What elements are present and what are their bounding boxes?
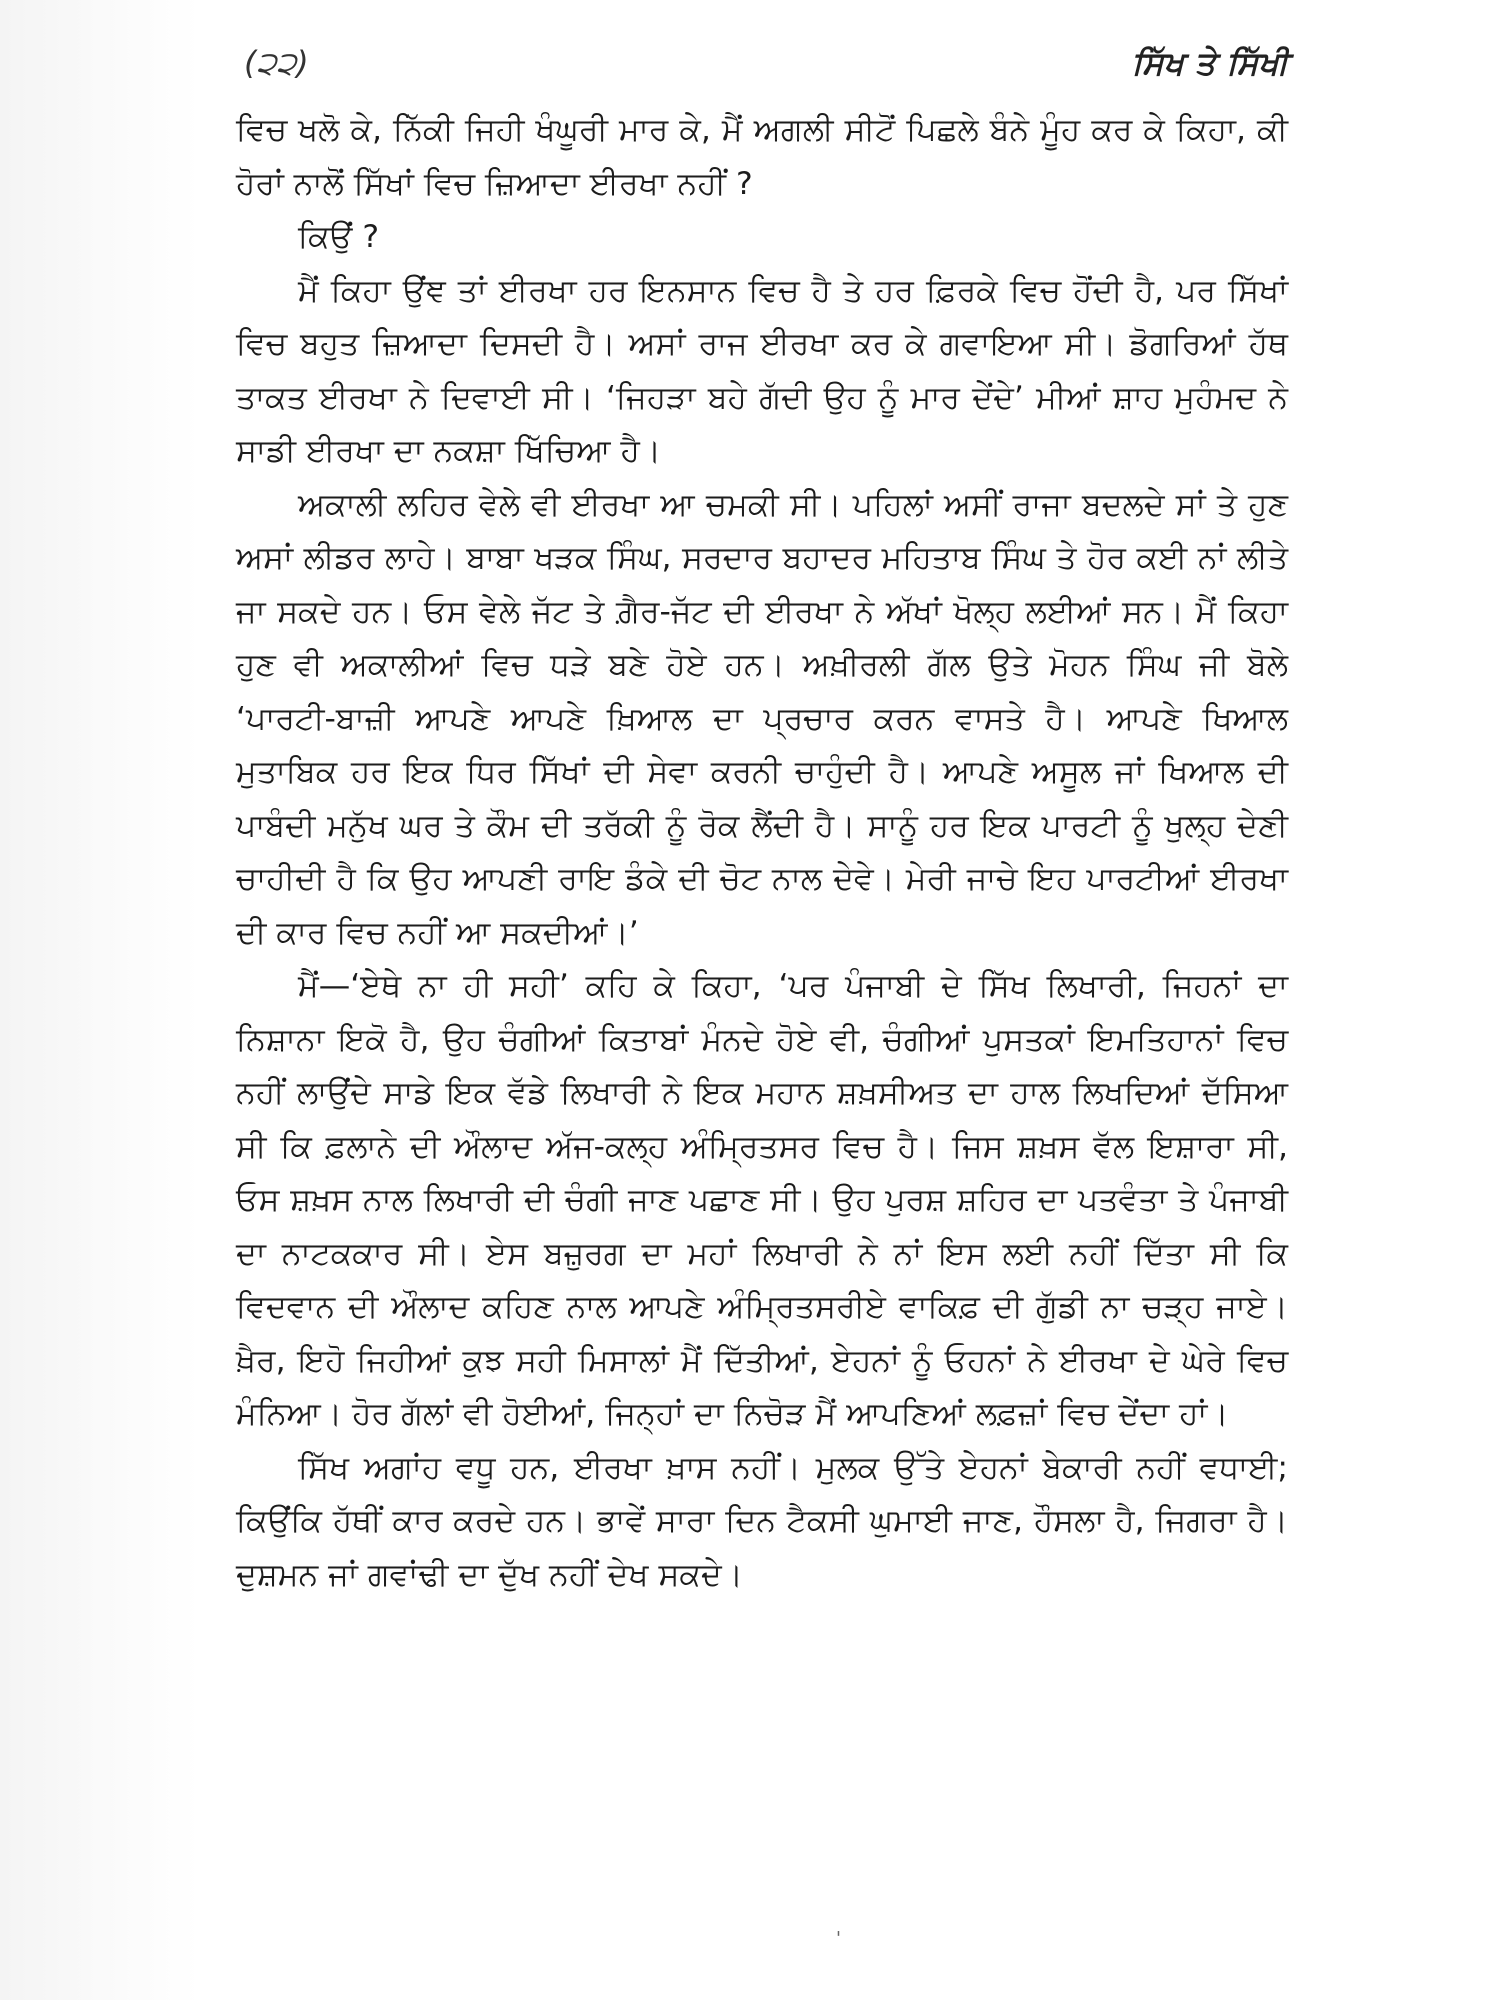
running-title: ਸਿੱਖ ਤੇ ਸਿੱਖੀ [1131, 44, 1288, 82]
paragraph-2: ਕਿਉਂ ? [298, 219, 380, 255]
paragraph-1: ਵਿਚ ਖਲੋ ਕੇ, ਨਿੱਕੀ ਜਿਹੀ ਖੰਘੂਰੀ ਮਾਰ ਕੇ, ਮੈਂ ਅਗਲੀ ਸੀਟੋਂ ਪਿਛਲੇ ਬੰਨੇ ਮੂੰਹ ਕਰ ਕੇ ਕਿਹਾ, ਕੀ ਹੋਰਾਂ ਨਾਲੋਂ ਸਿੱਖਾਂ ਵਿਚ ਜ਼ਿਆਦਾ ਈਰਖਾ ਨਹੀਂ ? [236, 112, 1288, 202]
paragraph-5: ਮੈਂ—‘ਏਥੇ ਨਾ ਹੀ ਸਹੀ’ ਕਹਿ ਕੇ ਕਿਹਾ, ‘ਪਰ ਪੰਜਾਬੀ ਦੇ ਸਿੱਖ ਲਿਖਾਰੀ, ਜਿਹਨਾਂ ਦਾ ਨਿਸ਼ਾਨਾ ਇਕੋ ਹੈ, ਉਹ ਚੰਗੀਆਂ ਕਿਤਾਬਾਂ ਮੰਨਦੇ ਹੋਏ ਵੀ, ਚੰਗੀਆਂ ਪੁਸਤਕਾਂ ਇਮਤਿਹਾਨਾਂ ਵਿਚ ਨਹੀਂ ਲਾਉਂਦੇ ਸਾਡੇ ਇਕ ਵੱਡੇ ਲਿਖਾਰੀ ਨੇ ਇਕ ਮਹਾਨ ਸ਼ਖ਼ਸੀਅਤ ਦਾ ਹਾਲ ਲਿਖਦਿਆਂ ਦੱਸਿਆ ਸੀ ਕਿ ਫ਼ਲਾਨੇ ਦੀ ਔਲਾਦ ਅੱਜ-ਕਲ੍ਹ ਅੰਮ੍ਰਿਤਸਰ ਵਿਚ ਹੈ। ਜਿਸ ਸ਼ਖ਼ਸ ਵੱਲ ਇਸ਼ਾਰਾ ਸੀ, ਓਸ ਸ਼ਖ਼ਸ ਨਾਲ ਲਿਖਾਰੀ ਦੀ ਚੰਗੀ ਜਾਣ ਪਛਾਣ ਸੀ। ਉਹ ਪੁਰਸ਼ ਸ਼ਹਿਰ ਦਾ ਪਤਵੰਤਾ ਤੇ ਪੰਜਾਬੀ ਦਾ ਨਾਟਕਕਾਰ ਸੀ। ਏਸ ਬਜ਼ੁਰਗ ਦਾ ਮਹਾਂ ਲਿਖਾਰੀ ਨੇ ਨਾਂ ਇਸ ਲਈ ਨਹੀਂ ਦਿੱਤਾ ਸੀ ਕਿ ਵਿਦਵਾਨ ਦੀ ਔਲਾਦ ਕਹਿਣ ਨਾਲ ਆਪਣੇ ਅੰਮ੍ਰਿਤਸਰੀਏ ਵਾਕਿਫ਼ ਦੀ ਗੁੱਡੀ ਨਾ ਚੜ੍ਹ ਜਾਏ। ਖ਼ੈਰ, ਇਹੋ ਜਿਹੀਆਂ ਕੁਝ ਸਹੀ ਮਿਸਾਲਾਂ ਮੈਂ ਦਿੱਤੀਆਂ, ਏਹਨਾਂ ਨੂੰ ਓਹਨਾਂ ਨੇ ਈਰਖਾ ਦੇ ਘੇਰੇ ਵਿਚ ਮੰਨਿਆ। ਹੋਰ ਗੱਲਾਂ ਵੀ ਹੋਈਆਂ, ਜਿਨ੍ਹਾਂ ਦਾ ਨਿਚੋੜ ਮੈਂ ਆਪਣਿਆਂ ਲਫ਼ਜ਼ਾਂ ਵਿਚ ਦੇਂਦਾ ਹਾਂ। [236, 968, 1288, 1432]
page-header [236, 40, 1288, 88]
paragraph-6: ਸਿੱਖ ਅਗਾਂਹ ਵਧੂ ਹਨ, ਈਰਖਾ ਖ਼ਾਸ ਨਹੀਂ। ਮੁਲਕ ਉੱਤੇ ਏਹਨਾਂ ਬੇਕਾਰੀ ਨਹੀਂ ਵਧਾਈ; ਕਿਉਂਕਿ ਹੱਥੀਂ ਕਾਰ ਕਰਦੇ ਹਨ। ਭਾਵੇਂ ਸਾਰਾ ਦਿਨ ਟੈਕਸੀ ਘੁਮਾਈ ਜਾਣ, ਹੌਸਲਾ ਹੈ, ਜਿਗਰਾ ਹੈ। ਦੁਸ਼ਮਨ ਜਾਂ ਗਵਾਂਢੀ ਦਾ ਦੁੱਖ ਨਹੀਂ ਦੇਖ ਸਕਦੇ। [236, 1449, 1288, 1593]
book-page [236, 0, 1288, 2000]
page-edge-shadow [0, 0, 200, 2000]
paragraph-4: ਅਕਾਲੀ ਲਹਿਰ ਵੇਲੇ ਵੀ ਈਰਖਾ ਆ ਚਮਕੀ ਸੀ। ਪਹਿਲਾਂ ਅਸੀਂ ਰਾਜਾ ਬਦਲਦੇ ਸਾਂ ਤੇ ਹੁਣ ਅਸਾਂ ਲੀਡਰ ਲਾਹੇ। ਬਾਬਾ ਖੜਕ ਸਿੰਘ, ਸਰਦਾਰ ਬਹਾਦਰ ਮਹਿਤਾਬ ਸਿੰਘ ਤੇ ਹੋਰ ਕਈ ਨਾਂ ਲੀਤੇ ਜਾ ਸਕਦੇ ਹਨ। ਓਸ ਵੇਲੇ ਜੱਟ ਤੇ ਗ਼ੈਰ-ਜੱਟ ਦੀ ਈਰਖਾ ਨੇ ਅੱਖਾਂ ਖੋਲ੍ਹ ਲਈਆਂ ਸਨ। ਮੈਂ ਕਿਹਾ ਹੁਣ ਵੀ ਅਕਾਲੀਆਂ ਵਿਚ ਧੜੇ ਬਣੇ ਹੋਏ ਹਨ। ਅਖ਼ੀਰਲੀ ਗੱਲ ਉਤੇ ਮੋਹਨ ਸਿੰਘ ਜੀ ਬੋਲੇ ‘ਪਾਰਟੀ-ਬਾਜ਼ੀ ਆਪਣੇ ਆਪਣੇ ਖ਼ਿਆਲ ਦਾ ਪ੍ਰਚਾਰ ਕਰਨ ਵਾਸਤੇ ਹੈ। ਆਪਣੇ ਖਿਆਲ ਮੁਤਾਬਿਕ ਹਰ ਇਕ ਧਿਰ ਸਿੱਖਾਂ ਦੀ ਸੇਵਾ ਕਰਨੀ ਚਾਹੁੰਦੀ ਹੈ। ਆਪਣੇ ਅਸੂਲ ਜਾਂ ਖਿਆਲ ਦੀ ਪਾਬੰਦੀ ਮਨੁੱਖ ਘਰ ਤੇ ਕੌਮ ਦੀ ਤਰੱਕੀ ਨੂੰ ਰੋਕ ਲੈਂਦੀ ਹੈ। ਸਾਨੂੰ ਹਰ ਇਕ ਪਾਰਟੀ ਨੂੰ ਖੁਲ੍ਹ ਦੇਣੀ ਚਾਹੀਦੀ ਹੈ ਕਿ ਉਹ ਆਪਣੀ ਰਾਇ ਡੰਕੇ ਦੀ ਚੋਟ ਨਾਲ ਦੇਵੇ। ਮੇਰੀ ਜਾਚੇ ਇਹ ਪਾਰਟੀਆਂ ਈਰਖਾ ਦੀ ਕਾਰ ਵਿਚ ਨਹੀਂ ਆ ਸਕਦੀਆਂ।’ [236, 486, 1288, 951]
footer-mark: ' [836, 1928, 841, 1949]
paragraph-3: ਮੈਂ ਕਿਹਾ ਉਂਞ ਤਾਂ ਈਰਖਾ ਹਰ ਇਨਸਾਨ ਵਿਚ ਹੈ ਤੇ ਹਰ ਫ਼ਿਰਕੇ ਵਿਚ ਹੋਂਦੀ ਹੈ, ਪਰ ਸਿੱਖਾਂ ਵਿਚ ਬਹੁਤ ਜ਼ਿਆਦਾ ਦਿਸਦੀ ਹੈ। ਅਸਾਂ ਰਾਜ ਈਰਖਾ ਕਰ ਕੇ ਗਵਾਇਆ ਸੀ। ਡੋਗਰਿਆਂ ਹੱਥ ਤਾਕਤ ਈਰਖਾ ਨੇ ਦਿਵਾਈ ਸੀ। ‘ਜਿਹੜਾ ਬਹੇ ਗੱਦੀ ਉਹ ਨੂੰ ਮਾਰ ਦੇਂਦੇ’ ਮੀਆਂ ਸ਼ਾਹ ਮੁਹੰਮਦ ਨੇ ਸਾਡੀ ਈਰਖਾ ਦਾ ਨਕਸ਼ਾ ਖਿੱਚਿਆ ਹੈ। [236, 272, 1288, 469]
body-text [236, 104, 1288, 1602]
page-number: (੨੨) [244, 44, 309, 82]
